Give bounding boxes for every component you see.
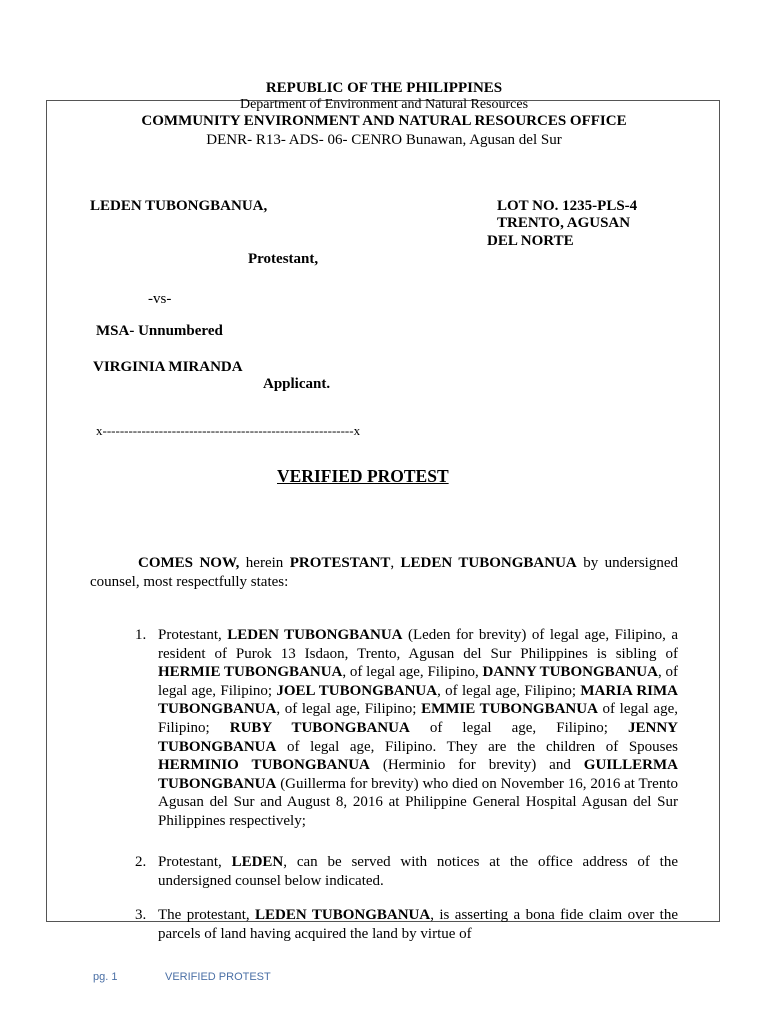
body-text: (Guillerma for brevity) who died on November 16, 2016 at Trento Agusan del Sur and August 8, 2016 at Philippine General Hospital Agusan del Sur Philippines respectively;: [158, 775, 678, 829]
body-text: , of legal age, Filipino;: [158, 664, 678, 699]
header-code: DENR- R13- ADS- 06- CENRO Bunawan, Agusan del Sur: [206, 132, 562, 148]
intro-text-3: by undersigned counsel, most respectfully states:: [90, 555, 678, 590]
lot-number: LOT NO. 1235-PLS-4: [497, 198, 638, 214]
protestant-name: LEDEN TUBONGBANUA,: [90, 198, 268, 214]
header-republic: REPUBLIC OF THE PHILIPPINES: [265, 80, 503, 96]
body-text: of legal age, Filipino;: [409, 719, 628, 736]
intro-protestant: PROTESTANT: [289, 555, 391, 571]
intro-paragraph: [90, 554, 678, 591]
lot-location-1: TRENTO, AGUSAN: [497, 215, 631, 231]
bold-text: JOEL TUBONGBANUA: [276, 682, 438, 699]
body-text: , is asserting a bona fide claim over the parcels of land having acquired the land by virtue of: [158, 907, 678, 942]
bold-text: DANNY TUBONGBANUA: [482, 664, 658, 681]
bold-text: HERMINIO TUBONGBANUA: [158, 757, 370, 774]
intro-name: LEDEN TUBONGBANUA: [400, 555, 577, 571]
intro-text-1: herein: [239, 555, 290, 571]
body-text: , can be served with notices at the office address of the undersigned counsel below indicated.: [158, 854, 679, 889]
applicant-label: Applicant.: [263, 376, 331, 392]
versus-label: -vs-: [148, 291, 172, 307]
bold-text: JENNY TUBONGBANUA: [158, 719, 678, 755]
body-text: The protestant,: [158, 907, 256, 923]
applicant-name: VIRGINIA MIRANDA: [93, 359, 243, 375]
item-2-text: [158, 853, 678, 890]
bold-text: GUILLERMA TUBONGBANUA: [158, 757, 678, 792]
bold-text: HERMIE TUBONGBANUA: [158, 664, 343, 681]
lot-location-2: DEL NORTE: [487, 233, 574, 249]
msa-label: MSA- Unnumbered: [96, 323, 223, 339]
separator-line: x----------------------------------------------------------x: [96, 423, 361, 438]
bold-text: LEDEN: [231, 854, 284, 870]
body-text: , of legal age, Filipino;: [276, 701, 422, 718]
footer-label: VERIFIED PROTEST: [165, 971, 271, 983]
item-3-number: 3.: [135, 907, 147, 923]
header-department: Department of Environment and Natural Resources: [239, 97, 529, 112]
intro-comes-now: COMES NOW,: [138, 555, 240, 571]
bold-text: EMMIE TUBONGBANUA: [421, 701, 598, 718]
item-3-text: [158, 906, 678, 943]
item-1-number: 1.: [135, 627, 147, 643]
body-text: (Herminio for brevity) and: [369, 757, 584, 774]
body-text: (Leden for brevity) of legal age, Filipino, a resident of Purok 13 Isdaon, Trento, Agusan del Sur Philippines is sibling of: [158, 627, 678, 662]
document-title: VERIFIED PROTEST: [277, 466, 449, 486]
header-office: COMMUNITY ENVIRONMENT AND NATURAL RESOURCES OFFICE: [141, 113, 627, 129]
body-text: of legal age, Filipino. They are the children of Spouses: [276, 738, 678, 755]
bold-text: LEDEN TUBONGBANUA: [227, 627, 403, 643]
body-text: Protestant,: [158, 854, 232, 870]
protestant-label: Protestant,: [248, 251, 319, 267]
bold-text: RUBY TUBONGBANUA: [229, 719, 410, 736]
body-text: , of legal age, Filipino,: [342, 664, 483, 681]
footer-page-number: pg. 1: [93, 971, 118, 983]
intro-text-2: ,: [390, 555, 401, 571]
bold-text: MARIA RIMA TUBONGBANUA: [158, 682, 678, 718]
body-text: , of legal age, Filipino;: [437, 682, 581, 699]
item-1-text: [158, 626, 678, 831]
bold-text: LEDEN TUBONGBANUA: [255, 907, 431, 923]
body-text: of legal age, Filipino;: [158, 701, 678, 736]
item-2-number: 2.: [135, 854, 147, 870]
body-text: Protestant,: [158, 627, 228, 643]
